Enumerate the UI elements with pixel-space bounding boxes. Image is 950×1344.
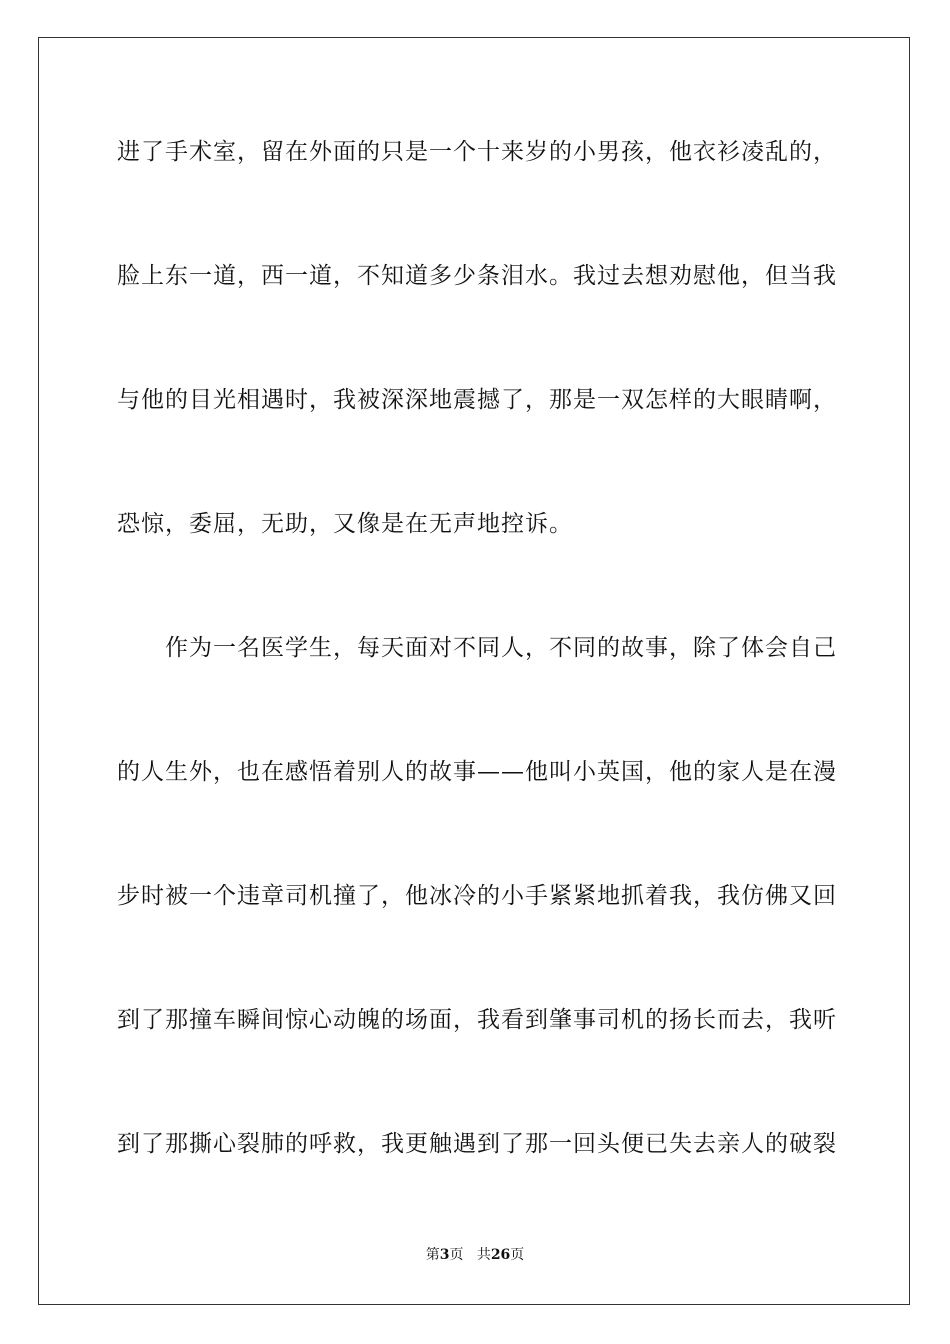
text-line-9: 到了那撕心裂肺的呼救，我更触遇到了那一回头便已失去亲人的破裂 bbox=[117, 1131, 837, 1157]
footer-prefix: 第 bbox=[425, 1247, 440, 1263]
text-line-3: 与他的目光相遇时，我被深深地震撼了，那是一双怎样的大眼睛啊， bbox=[117, 387, 837, 413]
text-line-2: 脸上东一道，西一道，不知道多少条泪水。我过去想劝慰他，但当我 bbox=[117, 263, 837, 289]
text-line-6: 的人生外，也在感悟着别人的故事——他叫小英国，他的家人是在漫 bbox=[117, 759, 837, 785]
footer-page-unit: 页 bbox=[449, 1247, 464, 1263]
text-line-4: 恐惊，委屈，无助，又像是在无声地控诉。 bbox=[117, 511, 573, 537]
footer-current-page: 3 bbox=[439, 1247, 450, 1263]
page-border bbox=[38, 37, 910, 1305]
text-line-5: 作为一名医学生，每天面对不同人，不同的故事，除了体会自己 bbox=[165, 635, 837, 661]
footer-total-pages: 26 bbox=[490, 1247, 511, 1263]
page-footer bbox=[0, 1246, 950, 1264]
footer-total-prefix: 共 bbox=[476, 1247, 491, 1263]
text-line-7: 步时被一个违章司机撞了，他冰冷的小手紧紧地抓着我，我仿佛又回 bbox=[117, 883, 837, 909]
footer-total-unit: 页 bbox=[510, 1247, 525, 1263]
text-line-8: 到了那撞车瞬间惊心动魄的场面，我看到肇事司机的扬长而去，我听 bbox=[117, 1007, 837, 1033]
text-line-1: 进了手术室，留在外面的只是一个十来岁的小男孩，他衣衫凌乱的， bbox=[117, 139, 837, 165]
